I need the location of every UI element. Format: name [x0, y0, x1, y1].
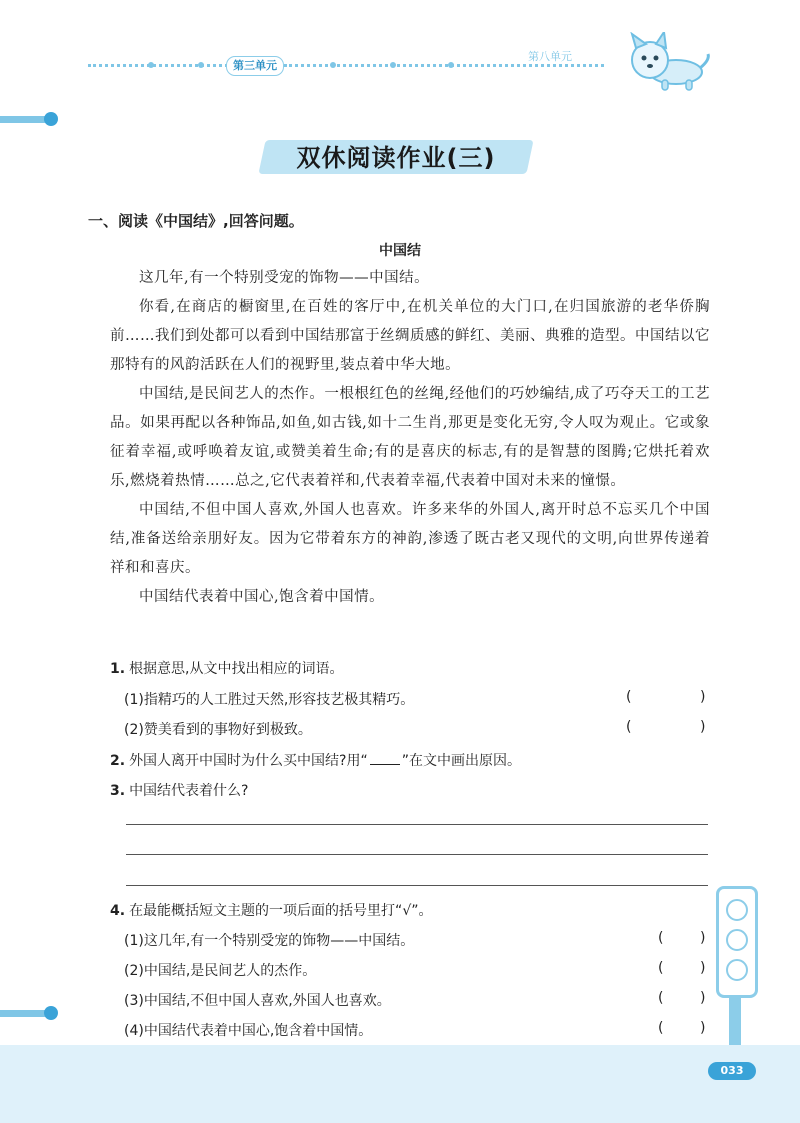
answer-paren-close[interactable]: ) [700, 930, 706, 946]
passage-paragraph: 中国结,不但中国人喜欢,外国人也喜欢。许多来华的外国人,离开时总不忘买几个中国结,准备送给亲朋好友。因为它带着东方的神韵,渗透了既古老又现代的文明,向世界传递着祥和和喜庆。 [110, 502, 710, 576]
q4-option-4: (4)中国结代表着中国心,饱含着中国情。 [124, 1023, 373, 1039]
header-dot [148, 62, 154, 68]
footer-band [0, 1045, 800, 1123]
question-3 [110, 780, 249, 800]
q1-item-2: (2)赞美看到的事物好到极致。 [124, 722, 312, 738]
answer-paren-close[interactable]: ) [700, 1020, 706, 1036]
unit-tab-next[interactable]: 第八单元 [528, 50, 572, 63]
q4-option-3: (3)中国结,不但中国人喜欢,外国人也喜欢。 [124, 993, 391, 1009]
answer-paren-open[interactable]: ( [658, 990, 664, 1006]
passage-paragraph: 中国结代表着中国心,饱含着中国情。 [139, 589, 385, 605]
side-bar-decoration [0, 116, 48, 123]
question-text-before: 外国人离开中国时为什么买中国结?用“ [129, 753, 368, 769]
dog-mascot-icon [624, 32, 712, 94]
answer-line[interactable] [126, 824, 708, 825]
header-dot [390, 62, 396, 68]
passage-title: 中国结 [379, 243, 421, 259]
passage-paragraph: 中国结,是民间艺人的杰作。一根根红色的丝绳,经他们的巧妙编结,成了巧夺天工的工艺品。如果再配以各种饰品,如鱼,如古钱,如十二生肖,那更是变化无穷,令人叹为观止。它或象征着幸福,或呼唤着友谊,或赞美着生命;有的是喜庆的标志,有的是智慧的图腾;它烘托着欢乐,燃烧着热情……总之,它代表着祥和,代表着幸福,代表着中国对未来的憧憬。 [110, 386, 710, 489]
page-number: 033 [708, 1062, 756, 1080]
q1-item-1: (1)指精巧的人工胜过天然,形容技艺极其精巧。 [124, 692, 415, 708]
answer-paren-close[interactable]: ) [700, 960, 706, 976]
answer-paren-close[interactable]: ) [700, 689, 706, 705]
page-title: 双休阅读作业(三) [296, 144, 496, 172]
question-number: 1. [110, 661, 126, 677]
passage-body [110, 264, 710, 612]
question-text: 中国结代表着什么? [129, 783, 249, 799]
traffic-light-pole [729, 995, 741, 1045]
question-text: 在最能概括短文主题的一项后面的括号里打“√”。 [129, 903, 433, 919]
question-number: 4. [110, 903, 126, 919]
answer-paren-open[interactable]: ( [658, 1020, 664, 1036]
header-dot [330, 62, 336, 68]
side-dot-decoration [44, 112, 58, 126]
question-2 [110, 750, 521, 770]
traffic-light-lamp [726, 899, 748, 921]
answer-paren-open[interactable]: ( [658, 960, 664, 976]
header-dot [448, 62, 454, 68]
passage-paragraph: 这几年,有一个特别受宠的饰物——中国结。 [139, 270, 430, 286]
unit-tab-active[interactable]: 第三单元 [226, 56, 284, 76]
question-1 [110, 658, 344, 678]
header-dotted-line-left [88, 64, 228, 67]
underline-blank [370, 752, 400, 765]
passage-paragraph: 你看,在商店的橱窗里,在百姓的客厅中,在机关单位的大门口,在归国旅游的老华侨胸前……我们到处都可以看到中国结那富于丝绸质感的鲜红、美丽、典雅的造型。中国结以它那特有的风韵活跃在人们的视野里,装点着中华大地。 [110, 299, 710, 373]
question-text: 根据意思,从文中找出相应的词语。 [129, 661, 344, 677]
answer-paren-open[interactable]: ( [658, 930, 664, 946]
question-4 [110, 900, 433, 920]
question-number: 3. [110, 783, 126, 799]
answer-line[interactable] [126, 854, 708, 855]
q4-option-1: (1)这几年,有一个特别受宠的饰物——中国结。 [124, 933, 415, 949]
answer-paren-close[interactable]: ) [700, 719, 706, 735]
answer-line[interactable] [126, 885, 708, 886]
header-dot [198, 62, 204, 68]
q4-option-2: (2)中国结,是民间艺人的杰作。 [124, 963, 317, 979]
question-number: 2. [110, 753, 126, 769]
answer-paren-close[interactable]: ) [700, 990, 706, 1006]
side-dot-decoration [44, 1006, 58, 1020]
answer-paren-open[interactable]: ( [626, 719, 632, 735]
traffic-light-lamp [726, 929, 748, 951]
answer-paren-open[interactable]: ( [626, 689, 632, 705]
section-heading: 一、阅读《中国结》,回答问题。 [88, 212, 304, 230]
question-text-after: ”在文中画出原因。 [401, 753, 522, 769]
side-bar-decoration [0, 1010, 48, 1017]
traffic-light-icon [716, 886, 758, 998]
traffic-light-lamp [726, 959, 748, 981]
